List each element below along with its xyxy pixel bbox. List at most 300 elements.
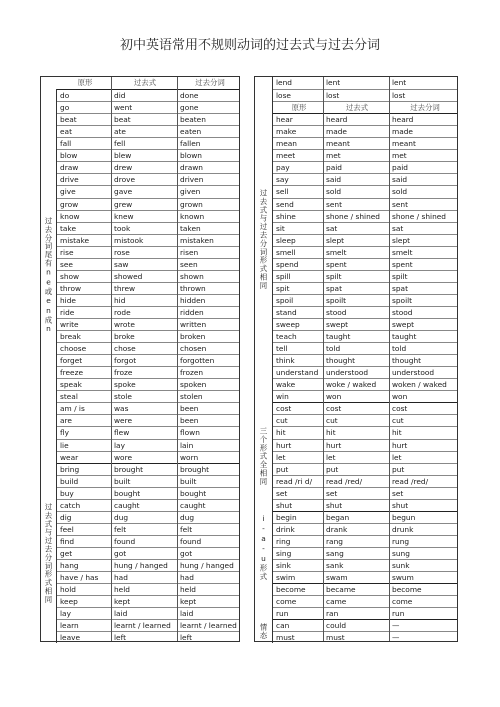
past-tense-cell: sat [326, 223, 338, 233]
base-form-cell: mean [276, 139, 297, 149]
past-tense-cell: learnt / learned [114, 621, 171, 631]
past-tense-cell: began [326, 512, 350, 522]
verb-row [57, 463, 239, 475]
past-participle-cell: sent [392, 199, 408, 209]
base-form-cell: am / is [60, 404, 85, 414]
column-header: 原形 [291, 103, 307, 113]
category-text: 情态 [259, 622, 268, 640]
verb-row [57, 185, 239, 197]
verb-row [57, 535, 239, 547]
base-form-cell: wake [276, 380, 296, 390]
base-form-cell: spill [276, 271, 291, 281]
past-tense-cell: rode [114, 307, 131, 317]
column-header: 过去分词 [410, 103, 440, 113]
verb-row [273, 137, 457, 149]
base-form-cell: must [276, 633, 295, 643]
past-tense-cell: knew [114, 211, 134, 221]
base-form-cell: speak [60, 380, 82, 390]
base-form-cell: begin [276, 512, 297, 522]
right-verb-table [254, 76, 458, 642]
past-tense-cell: cost [326, 404, 342, 414]
verb-row [57, 631, 239, 643]
past-participle-cell: hung / hanged [180, 561, 234, 570]
past-tense-cell: blew [114, 151, 132, 161]
past-tense-cell: wrote [114, 320, 135, 329]
base-form-cell: sweep [276, 320, 300, 329]
past-tense-cell: left [114, 633, 126, 643]
past-tense-cell: had [114, 573, 128, 583]
base-form-cell: smell [276, 247, 296, 257]
verb-row [273, 198, 457, 210]
verb-row [57, 547, 239, 559]
past-participle-cell: swum [392, 573, 414, 583]
past-participle-cell: shown [180, 271, 204, 281]
past-participle-cell: caught [180, 500, 206, 510]
base-form-cell: lend [276, 78, 292, 87]
past-participle-cell: built [180, 476, 197, 486]
past-tense-cell: made [326, 127, 347, 137]
verb-row [273, 222, 457, 234]
column-header: 过去式 [133, 78, 157, 87]
past-tense-cell: understood [326, 368, 369, 378]
verb-row [57, 595, 239, 607]
base-form-cell: wear [60, 452, 79, 462]
base-form-cell: dig [60, 512, 72, 522]
category-text: 过去式与过去分词形式相同 [259, 189, 268, 291]
verb-row [273, 330, 457, 342]
past-participle-cell: let [392, 452, 402, 462]
past-participle-cell: thrown [180, 283, 206, 293]
past-tense-cell: saw [114, 259, 129, 269]
past-tense-cell: flew [114, 428, 130, 438]
column-header: 原形 [77, 78, 93, 87]
verb-row [57, 137, 239, 149]
base-form-cell: feel [60, 524, 74, 534]
past-tense-cell: hung / hanged [114, 561, 168, 570]
base-form-cell: say [276, 175, 289, 185]
verb-row [273, 77, 457, 89]
past-participle-cell: spat [392, 283, 408, 293]
past-tense-cell: hit [326, 428, 336, 438]
past-participle-cell: won [392, 392, 408, 402]
verb-row [57, 125, 239, 137]
past-participle-cell: met [392, 151, 407, 161]
past-participle-cell: mistaken [180, 235, 214, 245]
past-participle-cell: ridden [180, 307, 204, 317]
past-tense-cell: broke [114, 332, 135, 342]
base-form-cell: ride [60, 307, 75, 317]
page-title: 初中英语常用不规则动词的过去式与过去分词 [119, 38, 380, 53]
past-participle-cell: sold [392, 187, 408, 197]
base-form-cell: ring [276, 536, 291, 546]
past-tense-cell: did [114, 91, 126, 101]
verb-row [273, 246, 457, 258]
past-participle-cell: kept [180, 597, 197, 607]
past-tense-cell: grew [114, 199, 133, 209]
past-participle-cell: held [180, 585, 196, 595]
verb-row [57, 402, 239, 414]
verb-row [57, 475, 239, 487]
verb-row [57, 523, 239, 535]
past-participle-cell: cut [392, 416, 404, 426]
past-tense-cell: beat [114, 115, 131, 125]
base-form-cell: hide [60, 295, 76, 305]
base-form-cell: spend [276, 259, 299, 269]
past-tense-cell: lay [114, 440, 125, 450]
verb-row [57, 354, 239, 366]
base-form-cell: think [276, 356, 295, 366]
past-tense-cell: bought [114, 488, 141, 498]
past-tense-cell: rang [326, 536, 343, 546]
verb-row [57, 149, 239, 161]
category-text: i-a-u形式 [259, 513, 268, 581]
header-row [57, 77, 239, 89]
verb-row [57, 89, 239, 101]
past-participle-cell: spent [392, 259, 413, 269]
base-form-cell: do [60, 91, 70, 101]
past-tense-cell: slept [326, 235, 345, 245]
base-form-cell: lay [60, 609, 71, 619]
base-form-cell: bring [60, 464, 80, 474]
past-participle-cell: given [180, 187, 201, 197]
base-form-cell: buy [60, 488, 74, 498]
past-participle-cell: run [392, 609, 405, 619]
base-form-cell: hurt [276, 440, 292, 450]
past-tense-cell: thought [326, 356, 356, 366]
past-participle-cell: had [180, 573, 194, 583]
past-tense-cell: smelt [326, 247, 347, 257]
verb-row [273, 318, 457, 330]
past-tense-cell: laid [114, 609, 128, 619]
base-form-cell: write [60, 320, 79, 329]
base-form-cell: forget [60, 356, 83, 366]
base-form-cell: become [276, 585, 306, 595]
base-form-cell: freeze [60, 368, 83, 378]
past-participle-cell: sat [392, 223, 404, 233]
past-participle-cell: grown [180, 199, 203, 209]
base-form-cell: understand [276, 368, 319, 378]
verb-row [273, 426, 457, 438]
past-tense-cell: stood [326, 307, 347, 317]
past-participle-cell: smelt [392, 247, 413, 257]
past-participle-cell: read /red/ [392, 476, 429, 486]
base-form-cell: blow [60, 151, 78, 161]
past-tense-cell: came [326, 597, 347, 607]
verb-row [57, 390, 239, 402]
past-participle-cell: been [180, 404, 199, 414]
past-tense-cell: sank [326, 561, 344, 570]
base-form-cell: steal [60, 392, 78, 402]
verb-row [57, 439, 239, 451]
base-form-cell: catch [60, 500, 81, 510]
past-participle-cell: felt [180, 524, 193, 534]
verb-row [273, 161, 457, 173]
base-form-cell: leave [60, 633, 81, 643]
base-form-cell: drink [276, 524, 295, 534]
past-tense-cell: taught [326, 332, 351, 342]
verb-row [273, 342, 457, 354]
verb-row [273, 354, 457, 366]
verb-row [273, 559, 457, 571]
verb-row [273, 270, 457, 282]
verb-row [273, 499, 457, 511]
verb-row [273, 173, 457, 185]
past-participle-cell: bought [180, 488, 207, 498]
past-participle-cell: — [392, 621, 400, 631]
past-tense-cell: drank [326, 524, 348, 534]
past-tense-cell: were [114, 416, 133, 426]
base-form-cell: build [60, 476, 79, 486]
past-tense-cell: forgot [114, 356, 137, 366]
base-form-cell: sit [276, 223, 285, 233]
column-header: 过去式 [345, 103, 369, 113]
verb-row [273, 258, 457, 270]
past-tense-cell: sent [326, 199, 342, 209]
verb-row [57, 559, 239, 571]
past-participle-cell: made [392, 127, 413, 137]
past-participle-cell: spoken [180, 380, 207, 390]
base-form-cell: spoil [276, 295, 294, 305]
past-participle-cell: meant [392, 139, 416, 149]
base-form-cell: run [276, 609, 289, 619]
past-participle-cell: stood [392, 307, 413, 317]
past-participle-cell: gone [180, 103, 199, 113]
past-tense-cell: spoilt [326, 295, 347, 305]
verb-row [57, 258, 239, 270]
verb-row [57, 161, 239, 173]
verb-row [57, 282, 239, 294]
past-tense-cell: hurt [326, 440, 342, 450]
past-tense-cell: showed [114, 271, 143, 281]
past-participle-cell: learnt / learned [180, 621, 237, 631]
past-tense-cell: ate [114, 127, 126, 137]
past-participle-cell: — [392, 633, 400, 643]
base-form-cell: sing [276, 548, 292, 558]
verb-row [273, 607, 457, 619]
past-participle-cell: taken [180, 223, 201, 233]
verb-row [273, 619, 457, 631]
past-participle-cell: lost [392, 91, 406, 101]
base-form-cell: tell [276, 344, 288, 354]
past-tense-cell: fell [114, 139, 126, 149]
past-tense-cell: said [326, 175, 342, 185]
past-participle-cell: taught [392, 332, 417, 342]
verb-row [57, 270, 239, 282]
past-participle-cell: thought [392, 356, 422, 366]
base-form-cell: sleep [276, 235, 296, 245]
category-label [255, 583, 273, 619]
past-participle-cell: lent [392, 78, 407, 87]
past-participle-cell: forgotten [180, 356, 215, 366]
verb-row [57, 198, 239, 210]
past-participle-cell: put [392, 464, 405, 474]
past-tense-cell: found [114, 536, 136, 546]
verb-row [273, 89, 457, 101]
past-tense-cell: meant [326, 139, 350, 149]
verb-row [57, 571, 239, 583]
category-text: 三个形式全相同 [259, 427, 268, 486]
verb-row [273, 487, 457, 499]
base-form-cell: hang [60, 561, 79, 570]
base-form-cell: choose [60, 344, 87, 354]
base-form-cell: spit [276, 283, 290, 293]
category-label [255, 511, 273, 583]
past-tense-cell: shut [326, 500, 343, 510]
past-participle-cell: paid [392, 163, 408, 173]
verb-row [57, 414, 239, 426]
verb-row [57, 222, 239, 234]
past-participle-cell: slept [392, 235, 411, 245]
header-row [273, 101, 457, 113]
base-form-cell: know [60, 211, 80, 221]
past-participle-cell: broken [180, 332, 206, 342]
base-form-cell: hit [276, 428, 286, 438]
base-form-cell: get [60, 548, 73, 558]
past-tense-cell: paid [326, 163, 342, 173]
verb-row [57, 234, 239, 246]
past-tense-cell: lent [326, 78, 341, 87]
past-tense-cell: gave [114, 187, 133, 197]
past-participle-cell: woken / waked [392, 380, 447, 390]
verb-row [273, 366, 457, 378]
verb-row [273, 535, 457, 547]
past-tense-cell: sang [326, 548, 344, 558]
past-participle-cell: set [392, 488, 404, 498]
verb-row [57, 583, 239, 595]
past-participle-cell: got [180, 548, 193, 558]
past-participle-cell: chosen [180, 344, 207, 354]
base-form-cell: put [276, 464, 289, 474]
base-form-cell: make [276, 127, 297, 137]
base-form-cell: show [60, 271, 80, 281]
base-form-cell: shine [276, 211, 296, 221]
verb-row [273, 149, 457, 161]
past-tense-cell: ran [326, 609, 339, 619]
category-text: 过去式与过去分词形式相同 [44, 502, 53, 604]
verb-row [57, 487, 239, 499]
verb-row [57, 342, 239, 354]
past-participle-cell: begun [392, 512, 416, 522]
verb-row [273, 463, 457, 475]
past-tense-cell: drove [114, 175, 136, 185]
verb-row [273, 378, 457, 390]
past-tense-cell: built [114, 476, 131, 486]
past-tense-cell: spent [326, 259, 347, 269]
verb-row [57, 619, 239, 631]
verb-row [57, 330, 239, 342]
past-participle-cell: laid [180, 609, 194, 619]
past-tense-cell: held [114, 585, 130, 595]
verb-row [273, 475, 457, 487]
base-form-cell: hold [60, 585, 76, 595]
past-participle-cell: sung [392, 548, 410, 558]
past-participle-cell: driven [180, 175, 204, 185]
past-tense-cell: stole [114, 392, 132, 402]
base-form-cell: go [60, 103, 70, 113]
past-participle-cell: blown [180, 151, 202, 161]
base-form-cell: eat [60, 127, 72, 137]
past-participle-cell: hit [392, 428, 402, 438]
verb-row [273, 511, 457, 523]
past-participle-cell: frozen [180, 368, 204, 378]
past-participle-cell: become [392, 585, 422, 595]
past-participle-cell: drawn [180, 163, 203, 173]
base-form-cell: break [60, 332, 81, 342]
past-participle-cell: hidden [180, 295, 206, 305]
verb-row [273, 282, 457, 294]
past-participle-cell: written [180, 320, 207, 329]
past-tense-cell: swam [326, 573, 348, 583]
verb-row [273, 414, 457, 426]
base-form-cell: hear [276, 115, 293, 125]
category-label [255, 402, 273, 510]
category-label [255, 619, 273, 643]
base-form-cell: swim [276, 573, 296, 583]
base-form-cell: lose [276, 91, 291, 101]
verb-row [57, 246, 239, 258]
verb-row [57, 173, 239, 185]
past-participle-cell: done [180, 91, 199, 101]
verb-row [57, 451, 239, 463]
past-participle-cell: eaten [180, 127, 202, 137]
past-tense-cell: froze [114, 368, 133, 378]
past-tense-cell: could [326, 621, 347, 631]
base-form-cell: fall [60, 139, 72, 149]
past-tense-cell: spilt [326, 271, 342, 281]
base-form-cell: grow [60, 199, 79, 209]
past-participle-cell: worn [180, 452, 199, 462]
category-label [255, 77, 273, 402]
verb-row [273, 523, 457, 535]
past-participle-cell: heard [392, 115, 414, 125]
verb-row [273, 185, 457, 197]
past-tense-cell: brought [114, 464, 144, 474]
past-tense-cell: took [114, 223, 131, 233]
past-tense-cell: hid [114, 295, 126, 305]
verb-row [57, 210, 239, 222]
base-form-cell: find [60, 536, 75, 546]
verb-row [57, 318, 239, 330]
past-participle-cell: been [180, 416, 199, 426]
verb-row [273, 439, 457, 451]
base-form-cell: rise [60, 247, 74, 257]
past-participle-cell: understood [392, 368, 435, 378]
past-participle-cell: shut [392, 500, 409, 510]
verb-row [57, 366, 239, 378]
base-form-cell: give [60, 187, 76, 197]
past-tense-cell: let [326, 452, 336, 462]
past-tense-cell: set [326, 488, 338, 498]
base-form-cell: cost [276, 404, 292, 414]
past-tense-cell: woke / waked [326, 380, 377, 390]
past-participle-cell: rung [392, 536, 410, 546]
verb-row [57, 101, 239, 113]
verb-row [273, 571, 457, 583]
past-tense-cell: wore [114, 452, 132, 462]
base-form-cell: sink [276, 561, 291, 570]
verb-row [57, 113, 239, 125]
base-form-cell: fly [60, 428, 70, 438]
past-participle-cell: seen [180, 259, 198, 269]
verb-row [273, 234, 457, 246]
past-participle-cell: told [392, 344, 407, 354]
past-tense-cell: won [326, 392, 342, 402]
past-participle-cell: flown [180, 428, 200, 438]
base-form-cell: shut [276, 500, 293, 510]
past-tense-cell: drew [114, 163, 133, 173]
base-form-cell: are [60, 416, 72, 426]
column-divider [177, 77, 178, 641]
